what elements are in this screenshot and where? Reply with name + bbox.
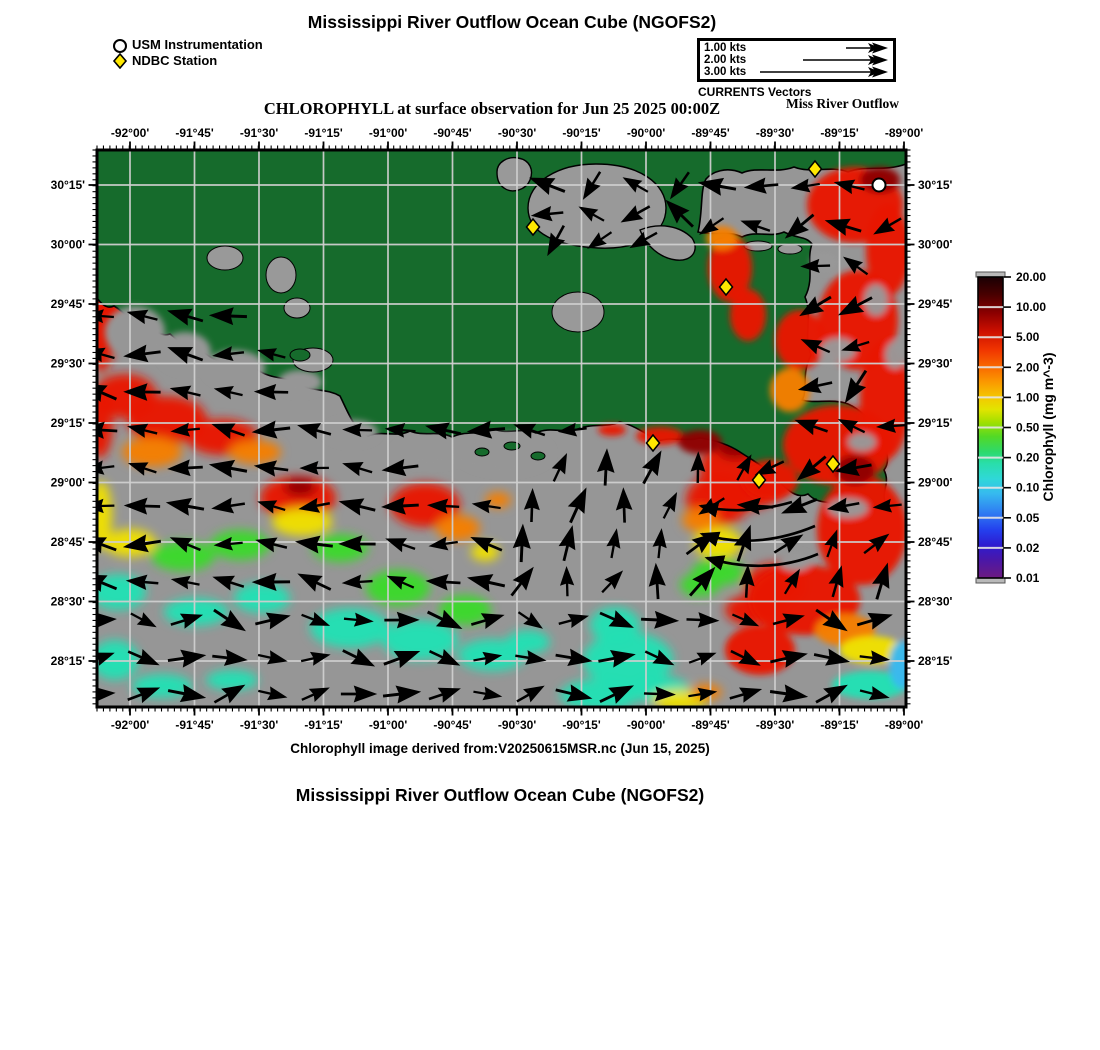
lon-tick-label: -89°00' [884,718,924,732]
lat-tick-label: 29°00' [50,475,85,490]
lon-tick-label: -91°15' [304,126,343,140]
lon-tick-label: -90°30' [497,126,537,140]
chlorophyll-blob [366,570,430,606]
lat-tick-label: 30°15' [50,178,85,192]
chlorophyll-blob [682,508,718,532]
lon-tick-label: -89°15' [820,126,859,140]
colorbar-tick-label: 0.20 [1016,450,1040,465]
bottom-title: Mississippi River Outflow Ocean Cube (NGOFS2) [295,785,705,805]
marsh-islet [531,452,545,460]
lat-tick-label: 28°15' [50,654,85,668]
chlorophyll-blob [885,341,905,369]
ndbc-legend-label: NDBC Station [132,53,218,68]
colorbar-tick-label: 0.10 [1016,480,1040,495]
lon-tick-label: -91°45' [175,718,214,732]
lat-tick-label: 29°15' [50,416,85,430]
lon-tick-label: -90°15' [562,126,601,140]
colorbar [976,270,1046,585]
usm-legend-label: USM Instrumentation [132,37,263,52]
lat-tick-label: 29°45' [918,297,953,311]
lat-tick-label: 29°30' [50,356,85,371]
lat-tick-label: 28°45' [918,535,953,549]
lon-tick-label: -89°30' [755,126,795,140]
lon-tick-label: -90°00' [626,718,666,732]
lat-tick-label: 29°00' [918,475,953,490]
chlorophyll-blob [848,433,876,451]
lon-tick-label: -90°45' [433,126,472,140]
bay [278,370,322,394]
lon-tick-label: -90°15' [562,718,601,732]
lat-tick-label: 29°45' [50,297,85,311]
lat-tick-label: 28°30' [918,594,953,609]
chlorophyll-blob [598,424,626,436]
marsh-islet [475,448,489,456]
lon-tick-label: -91°00' [368,126,408,140]
currents-scale-label-3: 3.00 kts [704,66,747,78]
colorbar-tick-label: 1.00 [1016,390,1040,405]
colorbar-tick-label: 5.00 [1016,330,1040,345]
chlorophyll-blob [889,641,915,689]
small-lake [284,298,310,318]
lat-tick-label: 30°15' [918,178,953,192]
lat-tick-label: 28°45' [50,535,85,549]
lat-tick-label: 28°30' [50,594,85,609]
lon-tick-label: -91°30' [239,718,279,732]
lon-tick-label: -90°30' [497,718,537,732]
colorbar-tick-label: 2.00 [1016,360,1040,375]
currents-scale-label-2: 2.00 kts [704,54,747,66]
lon-tick-label: -89°45' [691,126,730,140]
chlorophyll-blob [310,608,390,648]
lat-tick-label: 29°30' [918,356,953,371]
chlorophyll-blob [678,430,722,454]
colorbar-axis-title: Chlorophyll (mg m^-3) [1040,352,1056,502]
small-lake [266,257,296,293]
derivation-caption: Chlorophyll image derived from:V20250615MSR.nc (Jun 15, 2025) [290,741,710,756]
marsh-islet [290,349,310,361]
colorbar-tick-label: 0.05 [1016,510,1040,525]
chlorophyll-blob [725,625,795,675]
chlorophyll-blob [122,437,182,467]
lon-tick-label: -91°30' [239,126,279,140]
usm-instrumentation-marker [873,179,886,192]
colorbar-tick-label: 0.01 [1016,571,1040,585]
colorbar-tick-label: 0.50 [1016,420,1040,435]
chlorophyll-blob [436,515,480,541]
chlorophyll-blob [730,289,766,341]
chlorophyll-blob [775,310,825,370]
lon-tick-label: -90°00' [626,126,666,140]
lat-tick-label: 29°15' [918,416,953,430]
map-subtitle: CHLOROPHYLL at surface observation for Jun 25 2025 00:00Z [263,99,721,118]
lon-tick-label: -91°45' [175,126,214,140]
chlorophyll-blob [817,475,907,585]
small-lake [207,246,243,270]
lon-tick-label: -91°00' [368,718,408,732]
chlorophyll-blob [636,427,684,445]
lon-tick-label: -92°00' [110,126,150,140]
currents-scale-label-1: 1.00 kts [704,42,747,54]
chlorophyll-blob [284,478,316,496]
chlorophyll-blob [229,440,281,464]
lon-tick-label: -91°15' [304,718,343,732]
lon-tick-label: -90°45' [433,718,472,732]
lon-tick-label: -89°00' [884,126,924,140]
region-label: Miss River Outflow [786,96,899,111]
bay [394,438,466,466]
lat-tick-label: 30°00' [50,237,85,252]
top-title: Mississippi River Outflow Ocean Cube (NGOFS2) [307,12,717,32]
lon-tick-label: -89°30' [755,718,795,732]
lon-tick-label: -89°15' [820,718,859,732]
small-lake [778,244,802,254]
small-lake [552,292,604,332]
lat-tick-label: 30°00' [918,237,953,252]
lat-tick-label: 28°15' [918,654,953,668]
colorbar-tick-label: 10.00 [1016,300,1047,315]
colorbar-tick-label: 20.00 [1016,270,1047,284]
lon-tick-label: -92°00' [110,718,150,732]
currents-vectors-caption: CURRENTS Vectors [698,85,812,99]
colorbar-tick-label: 0.02 [1016,540,1040,555]
lon-tick-label: -89°45' [691,718,730,732]
